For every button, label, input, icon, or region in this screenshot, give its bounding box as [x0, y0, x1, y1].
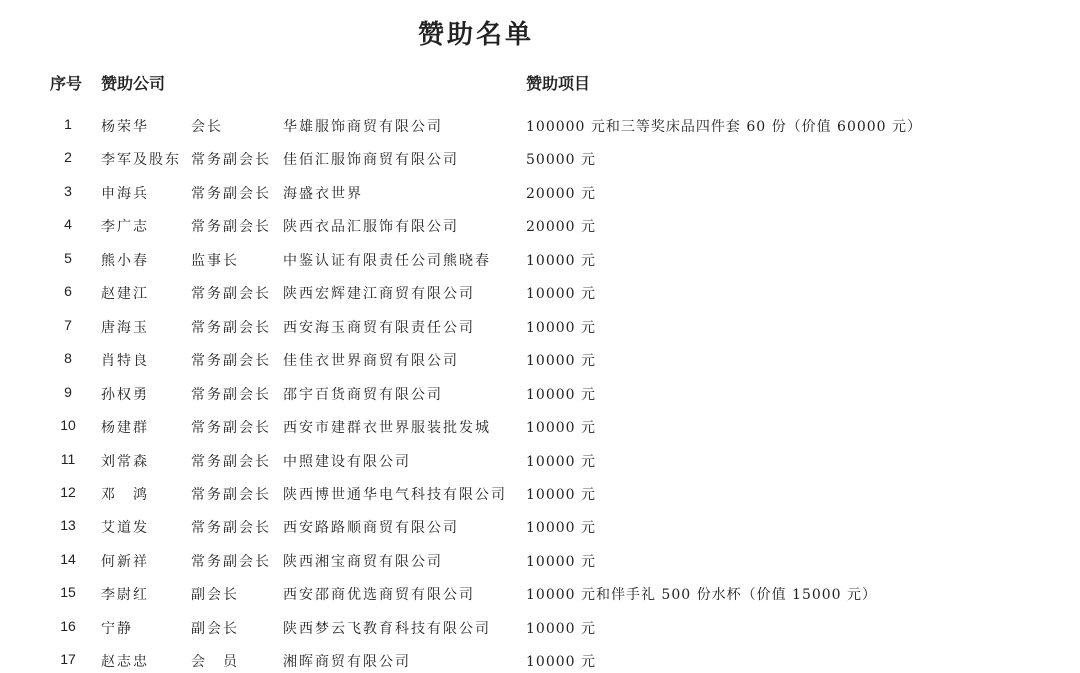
sponsor-name: 赵建江	[101, 286, 149, 303]
sponsor-name: 宁静	[101, 620, 133, 637]
sponsor-name: 唐海玉	[101, 319, 149, 336]
row-number: 16	[60, 617, 76, 634]
table-row	[0, 584, 1080, 606]
sponsor-name: 艾道发	[101, 520, 149, 537]
sponsor-name: 杨建群	[101, 420, 149, 437]
header-item: 赞助项目	[526, 74, 591, 93]
header-company: 赞助公司	[101, 74, 166, 93]
sponsor-company: 中照建设有限公司	[283, 453, 411, 470]
table-row	[0, 517, 1080, 539]
sponsor-item: 100000 元和三等奖床品四件套 60 份（价值 60000 元）	[526, 119, 923, 135]
row-number: 1	[64, 116, 72, 132]
row-number: 17	[60, 651, 76, 668]
sponsor-company: 佳佰汇服饰商贸有限公司	[283, 152, 459, 169]
sponsor-role: 副会长	[191, 587, 239, 604]
table-row	[0, 283, 1080, 305]
sponsor-role: 常务副会长	[191, 420, 271, 437]
table-row	[0, 216, 1080, 238]
sponsor-item: 10000 元	[526, 520, 596, 537]
row-number: 12	[60, 483, 76, 500]
sponsor-role: 常务副会长	[191, 520, 271, 537]
sponsor-company: 陕西梦云飞教育科技有限公司	[283, 620, 491, 637]
sponsor-company: 陕西湘宝商贸有限公司	[283, 553, 443, 570]
sponsor-role: 常务副会长	[191, 386, 271, 403]
sponsor-name: 刘常森	[101, 453, 149, 470]
table-row	[0, 618, 1080, 640]
sponsor-item: 10000 元	[526, 620, 596, 637]
sponsor-name: 李广志	[101, 219, 149, 236]
row-number: 7	[64, 316, 72, 333]
sponsor-item: 20000 元	[526, 219, 596, 236]
sponsor-item: 10000 元	[526, 286, 596, 303]
sponsor-item: 10000 元	[526, 252, 596, 269]
table-row	[0, 350, 1080, 372]
sponsor-company: 西安海玉商贸有限责任公司	[283, 319, 475, 336]
table-row	[0, 417, 1080, 439]
page-title: 赞助名单	[417, 20, 534, 50]
table-row	[0, 317, 1080, 339]
sponsor-role: 常务副会长	[191, 219, 271, 236]
row-number: 13	[60, 517, 76, 534]
sponsor-company: 陕西宏辉建江商贸有限公司	[283, 286, 475, 303]
row-number: 9	[64, 383, 72, 400]
sponsor-role: 常务副会长	[191, 319, 271, 336]
table-row	[0, 183, 1080, 205]
table-row	[0, 149, 1080, 171]
sponsor-company: 华雄服饰商贸有限公司	[283, 119, 443, 135]
sponsor-role: 常务副会长	[191, 286, 271, 303]
sponsor-company: 西安市建群衣世界服装批发城	[283, 420, 491, 437]
table-row	[0, 651, 1080, 673]
table-row	[0, 484, 1080, 506]
sponsor-name: 邓 鸿	[101, 486, 149, 503]
sponsor-company: 陕西衣品汇服饰有限公司	[283, 219, 459, 236]
sponsor-name: 何新祥	[101, 553, 149, 570]
sponsor-item: 10000 元	[526, 353, 596, 370]
table-row	[0, 551, 1080, 573]
row-number: 8	[64, 350, 72, 367]
row-number: 6	[64, 283, 72, 300]
row-number: 4	[64, 216, 72, 233]
table-row	[0, 384, 1080, 406]
sponsor-role: 常务副会长	[191, 553, 271, 570]
sponsor-name: 杨荣华	[101, 119, 149, 135]
sponsor-role: 副会长	[191, 620, 239, 637]
sponsor-company: 西安路路顺商贸有限公司	[283, 520, 459, 537]
sponsor-item: 10000 元	[526, 654, 596, 671]
row-number: 10	[60, 417, 76, 434]
row-number: 5	[64, 249, 72, 266]
sponsor-role: 常务副会长	[191, 152, 271, 169]
sponsor-role: 常务副会长	[191, 353, 271, 370]
sponsor-company: 佳佳衣世界商贸有限公司	[283, 353, 459, 370]
header-no: 序号	[50, 74, 83, 93]
sponsor-item: 10000 元	[526, 486, 596, 503]
sponsor-name: 赵志忠	[101, 654, 149, 671]
sponsor-name: 孙权勇	[101, 386, 149, 403]
sponsor-item: 10000 元	[526, 553, 596, 570]
sponsor-name: 李尉红	[101, 587, 149, 604]
table-row	[0, 451, 1080, 473]
sponsor-role: 常务副会长	[191, 453, 271, 470]
sponsor-name: 肖特良	[101, 353, 149, 370]
sponsor-company: 陕西博世通华电气科技有限公司	[283, 486, 507, 503]
sponsor-item: 10000 元	[526, 386, 596, 403]
sponsor-name: 申海兵	[101, 185, 149, 202]
row-number: 3	[64, 182, 72, 199]
sponsor-role: 会 员	[191, 654, 239, 671]
sponsor-item: 10000 元和伴手礼 500 份水杯（价值 15000 元）	[526, 587, 878, 604]
row-number: 11	[60, 450, 76, 467]
sponsor-company: 邵宇百货商贸有限公司	[283, 386, 443, 403]
sponsor-company: 西安邵商优选商贸有限公司	[283, 587, 475, 604]
sponsor-name: 李军及股东	[101, 152, 181, 169]
sponsor-role: 监事长	[191, 252, 239, 269]
sponsor-role: 常务副会长	[191, 486, 271, 503]
sponsor-company: 海盛衣世界	[283, 185, 363, 202]
table-row	[0, 250, 1080, 272]
sponsor-item: 10000 元	[526, 319, 596, 336]
table-row	[0, 116, 1080, 138]
sponsor-company: 湘晖商贸有限公司	[283, 654, 411, 671]
sponsor-role: 常务副会长	[191, 185, 271, 202]
sponsor-role: 会长	[191, 119, 223, 135]
sponsor-company: 中鉴认证有限责任公司熊晓春	[283, 252, 491, 269]
row-number: 14	[60, 550, 76, 567]
sponsor-item: 50000 元	[526, 152, 596, 169]
sponsor-item: 20000 元	[526, 185, 596, 202]
row-number: 15	[60, 584, 76, 601]
sponsor-name: 熊小春	[101, 252, 149, 269]
sponsor-item: 10000 元	[526, 420, 596, 437]
row-number: 2	[64, 149, 72, 166]
sponsor-item: 10000 元	[526, 453, 596, 470]
